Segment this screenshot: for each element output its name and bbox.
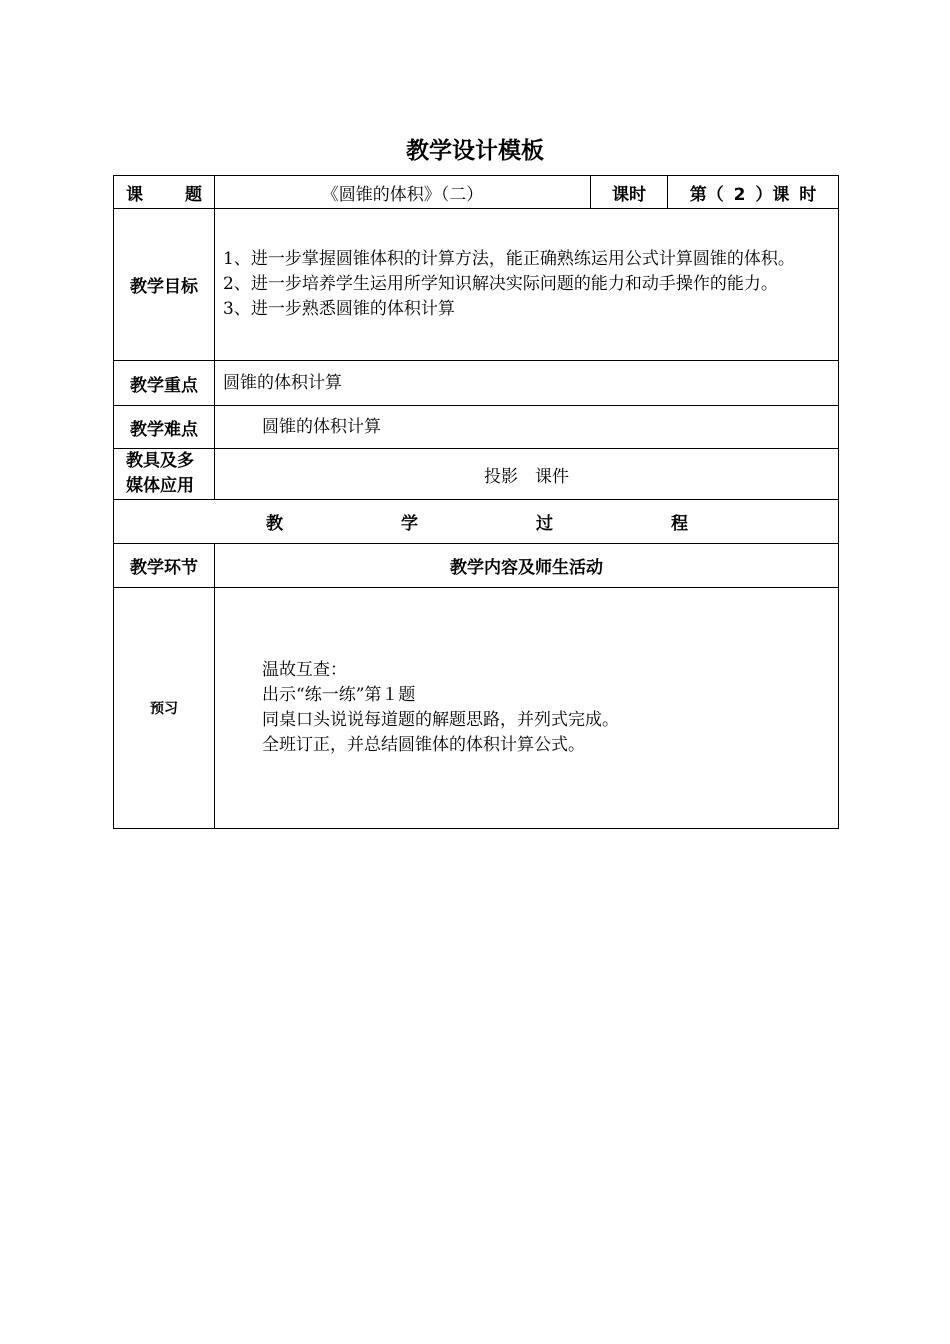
period-label: 课时	[591, 176, 668, 209]
stage-column-header: 教学环节	[114, 544, 215, 588]
media-row	[114, 449, 839, 500]
topic-value: 《圆锥的体积》（二）	[215, 176, 591, 209]
objective-item: 3、进一步熟悉圆锥的体积计算	[223, 299, 455, 319]
key-point-row	[114, 361, 839, 406]
columns-header-row	[114, 544, 839, 588]
lesson-plan-table	[113, 175, 839, 829]
objectives-row	[114, 209, 839, 361]
document-title: 教学设计模板	[406, 138, 544, 164]
key-point-label: 教学重点	[114, 361, 215, 406]
key-point-value: 圆锥的体积计算	[215, 361, 839, 406]
preview-content	[215, 588, 839, 829]
difficulty-value: 圆锥的体积计算	[215, 406, 839, 449]
preview-line: 同桌口头说说每道题的解题思路，并列式完成。	[262, 710, 619, 730]
media-label: 教具及多 媒体应用	[114, 449, 215, 500]
preview-line: 全班订正，并总结圆锥体的体积计算公式。	[262, 735, 585, 755]
difficulty-row	[114, 406, 839, 449]
process-heading: 教 学 过 程	[114, 500, 839, 544]
media-value: 投影 课件	[215, 449, 839, 500]
difficulty-label: 教学难点	[114, 406, 215, 449]
topic-row	[114, 176, 839, 209]
period-value: 第（ 2 ）课 时	[668, 176, 839, 209]
preview-row	[114, 588, 839, 829]
preview-line: 出示“练一练”第１题	[262, 685, 416, 705]
topic-label: 课 题	[114, 176, 215, 209]
process-heading-row	[114, 500, 839, 544]
objectives-content	[215, 209, 839, 361]
objective-item: 1、进一步掌握圆锥体积的计算方法，能正确熟练运用公式计算圆锥的体积。	[223, 249, 795, 269]
preview-label: 预习	[114, 588, 215, 829]
objective-item: 2、进一步培养学生运用所学知识解决实际问题的能力和动手操作的能力。	[223, 274, 778, 294]
preview-line: 温故互查：	[262, 660, 347, 680]
content-column-header: 教学内容及师生活动	[215, 544, 839, 588]
objectives-label: 教学目标	[114, 209, 215, 361]
